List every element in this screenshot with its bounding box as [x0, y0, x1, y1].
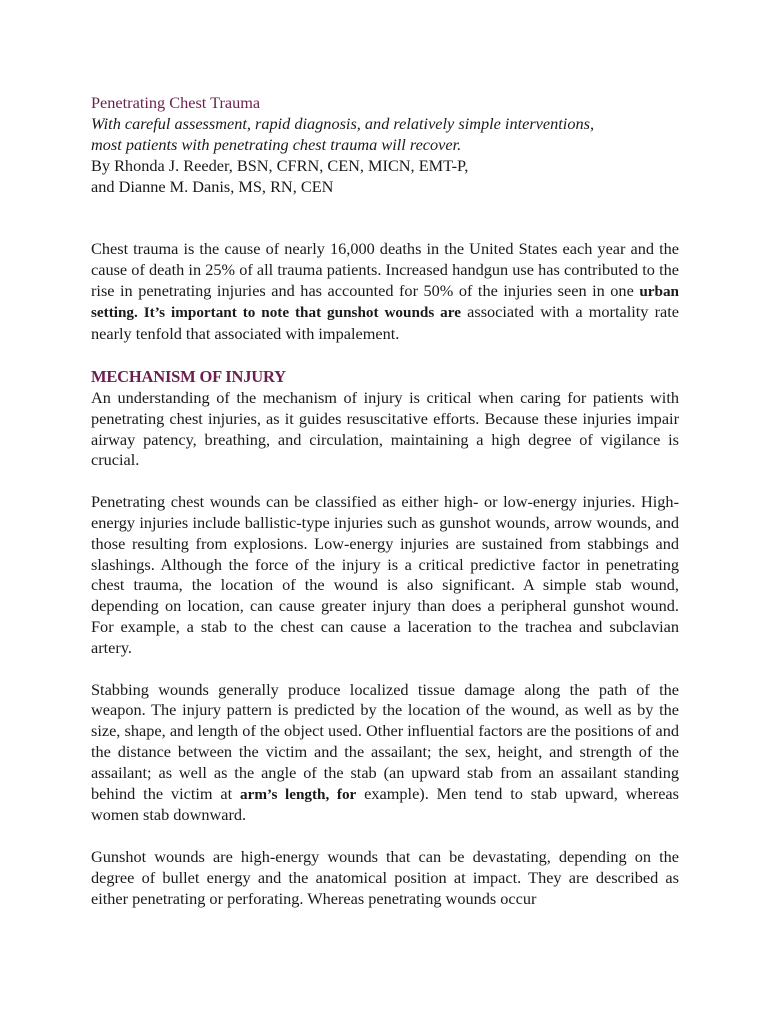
- document-page: [91, 92, 679, 931]
- mechanism-paragraph-2: Penetrating chest wounds can be classified as either high- or low-energy injuries. High-energy injuries include ballistic-type injuries such as gunshot wounds, arrow wounds, and those resulting from explosions. Low-energy injuries are sustained from stabbings and slashings. Although the force of the injury is a critical predictive factor in penetrating chest trauma, the location of the wound is also significant. A simple stab wound, depending on location, can cause greater injury than does a peripheral gunshot wound. For example, a stab to the chest can cause a laceration to the trachea and subclavian artery.: [91, 492, 679, 657]
- article-header: [91, 92, 679, 197]
- section-heading-mechanism: MECHANISM OF INJURY: [91, 366, 286, 386]
- article-subtitle-line-2: most patients with penetrating chest trauma will recover.: [91, 135, 462, 154]
- byline-line-1: By Rhonda J. Reeder, BSN, CFRN, CEN, MICN, EMT-P,: [91, 156, 469, 175]
- intro-text-b: associated with a mortality rate nearly tenfold that associated with impalement.: [91, 302, 679, 344]
- mechanism-paragraph-1: An understanding of the mechanism of injury is critical when caring for patients with penetrating chest injuries, as it guides resuscitative efforts. Because these injuries impair airway patency, breathing, and circulation, maintaining a high degree of vigilance is crucial.: [91, 387, 679, 470]
- mechanism-paragraph-4: Gunshot wounds are high-energy wounds that can be devastating, depending on the degree of bullet energy and the anatomical position at impact. They are described as either penetrating or perforating. Whereas penetrating wounds occur: [91, 847, 679, 908]
- intro-paragraph: [91, 239, 679, 345]
- article-title: Penetrating Chest Trauma: [91, 93, 261, 112]
- intro-bold-text: urban setting. It’s important to note that gunshot wounds are: [91, 282, 679, 322]
- intro-text-a: Chest trauma is the cause of nearly 16,000 deaths in the United States each year and the cause of death in 25% of all trauma patients. Increased handgun use has contributed to the rise in penetrating injuries and has accounted for 50% of the injuries seen in one: [91, 239, 679, 300]
- p3-text-a: Stabbing wounds generally produce localized tissue damage along the path of the weapon. The injury pattern is predicted by the location of the wound, as well as by the size, shape, and length of the object used. Other influential factors are the positions of and the distance between the victim and the assailant; the sex, height, and strength of the assailant; as well as the angle of the stab (an upward stab from an assailant standing behind the victim at: [91, 679, 679, 803]
- p3-bold-text: arm’s length, for: [240, 785, 357, 803]
- mechanism-paragraph-3: [91, 680, 679, 827]
- p3-text-b: example). Men tend to stab upward, whereas women stab downward.: [91, 783, 679, 825]
- byline-line-2: and Dianne M. Danis, MS, RN, CEN: [91, 177, 334, 196]
- article-subtitle-line-1: With careful assessment, rapid diagnosis, and relatively simple interventions,: [91, 114, 595, 133]
